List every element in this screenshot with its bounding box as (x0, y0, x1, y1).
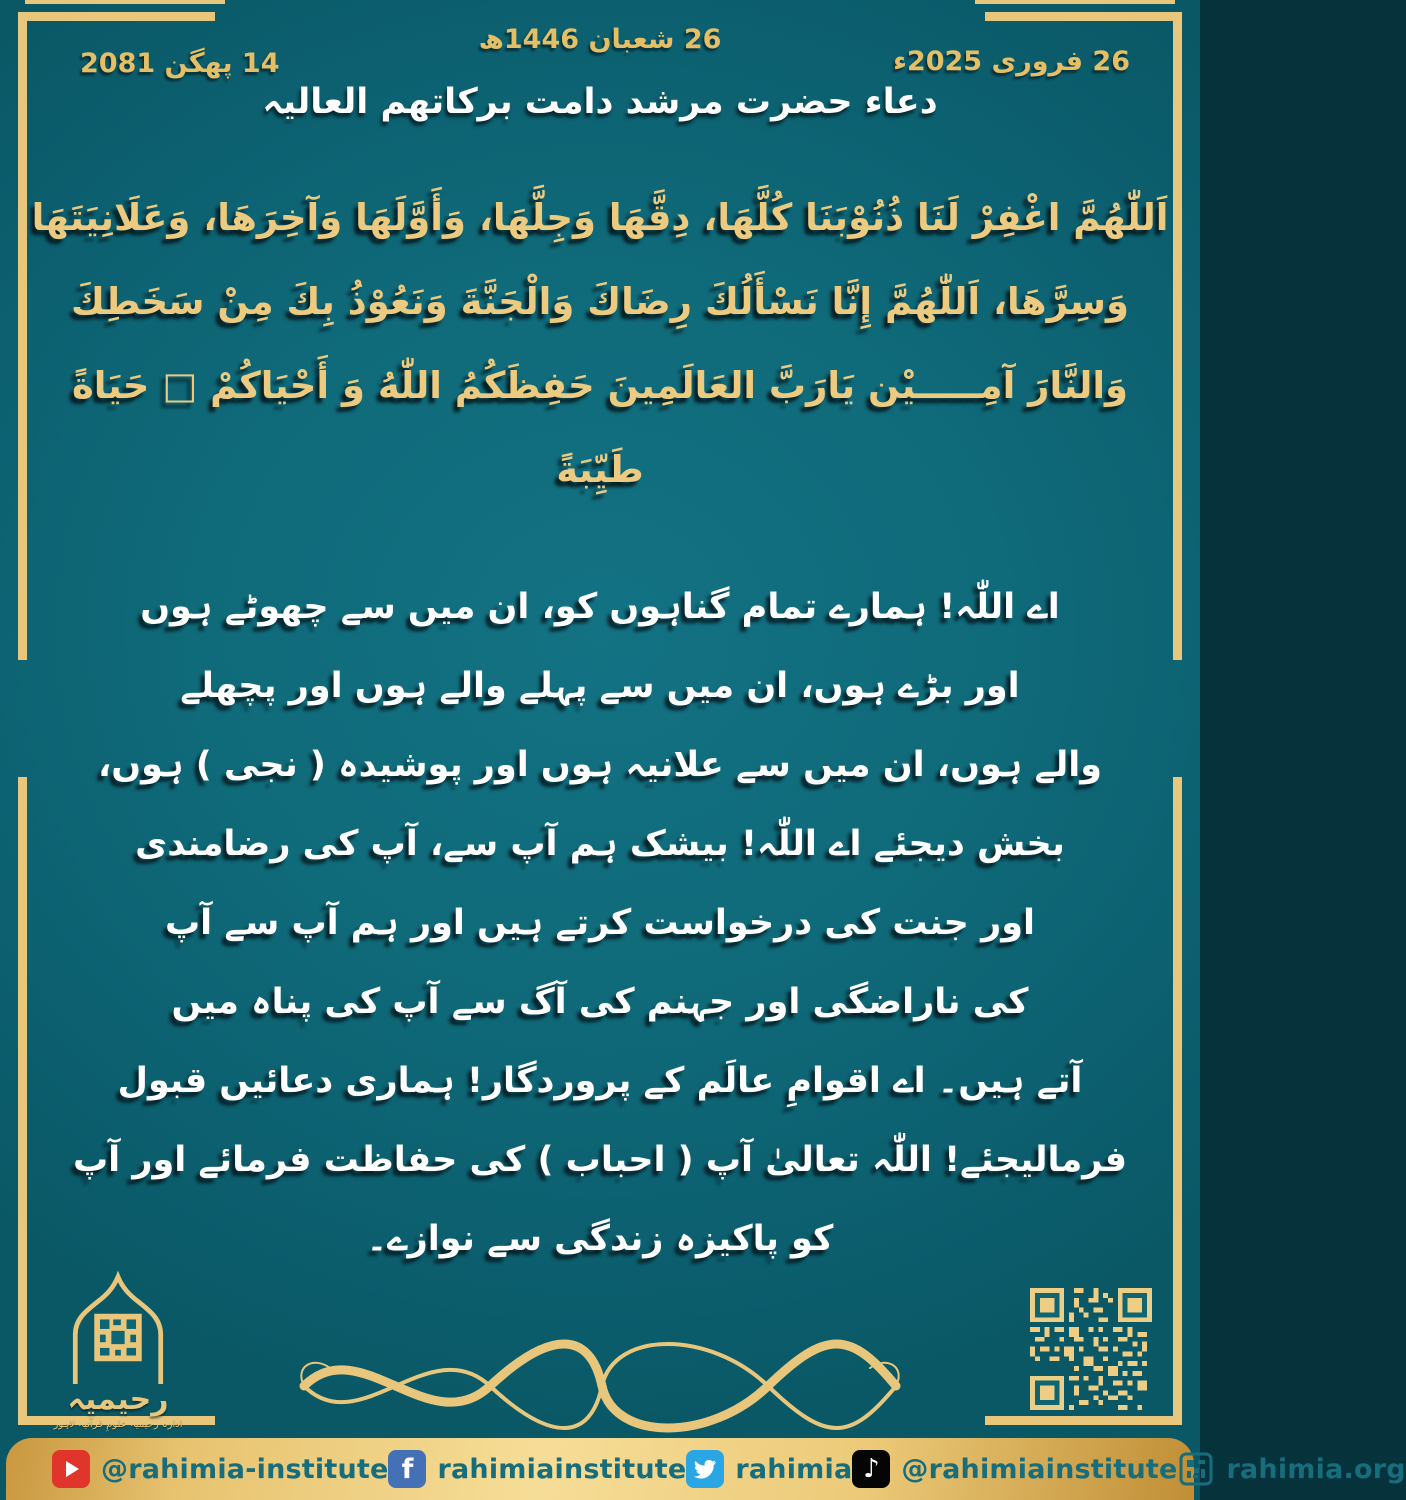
rahimia-logo (38, 1272, 198, 1430)
date-bikrami: 14 پھگن 2081 (80, 48, 280, 79)
arabic-dua (30, 176, 1170, 512)
website-handle: rahimia.org (1226, 1453, 1406, 1485)
frame-top-right-bar (985, 12, 1182, 21)
frame-top-left-bar (18, 12, 215, 21)
date-hijri: 26 شعبان 1446ھ (478, 24, 722, 55)
translation-line: اور بڑے ہوں، ان میں سے پہلے والے ہوں اور پچھلے (180, 666, 1020, 706)
logo-wordmark: رحیمیہ (67, 1382, 169, 1417)
mihrab-arch-icon (43, 1272, 193, 1384)
tiktok-handle: @rahimiainstitute (901, 1453, 1178, 1485)
twitter-handle: rahimia (735, 1453, 853, 1485)
social-tiktok[interactable] (852, 1450, 1177, 1488)
youtube-icon (52, 1450, 90, 1488)
frame-top-right-sliver (975, 0, 1175, 4)
dua-line: وَالنَّارَ آمِـــــيْن يَارَبَّ العَالَمِينَ حَفِظَكُمُ اللّٰهُ وَ أَحْيَاكُمْ □ حَيَاةً (71, 364, 1129, 407)
dua-line: طَيِّبَةً (556, 448, 644, 491)
date-gregorian: 26 فروری 2025ء (893, 46, 1130, 77)
translation-line: فرمالیجئے! اللّٰہ تعالیٰ آپ ( احباب ) کی حفاظت فرمائے اور آپ (72, 1140, 1128, 1180)
twitter-icon (686, 1450, 724, 1488)
translation-line: اور جنت کی درخواست کرتے ہیں اور ہم آپ سے آپ (164, 903, 1035, 943)
frame-left-lower (18, 777, 27, 1425)
frame-right-lower (1173, 777, 1182, 1425)
tiktok-icon: ♪ (852, 1450, 890, 1488)
footer-social-bar (6, 1438, 1406, 1500)
frame-top-left-sliver (25, 0, 225, 4)
dua-line: وَسِرَّهَا، اَللّٰهُمَّ إِنَّا نَسْأَلُكَ رِضَاكَ وَالْجَنَّةَ وَنَعُوْذُ بِكَ مِنْ سَخَطِكَ (70, 280, 1129, 323)
facebook-icon: f (388, 1450, 426, 1488)
youtube-handle: @rahimia-institute (101, 1453, 389, 1485)
dua-line: اَللّٰهُمَّ اغْفِرْ لَنَا ذُنُوْبَنَا كُلَّهَا، دِقَّهَا وَجِلَّهَا، وَأَوَّلَهَا وَآخِرَهَا، وَعَلَانِيَتَهَا (31, 196, 1169, 239)
translation-line: کو پاکیزہ زندگی سے نوازے۔ (366, 1219, 834, 1259)
page-title: دعاء حضرت مرشد دامت برکاتهم العالیہ (262, 82, 938, 122)
translation-line: اے اللّٰہ! ہمارے تمام گناہوں کو، ان میں سے چھوٹے ہوں (140, 587, 1060, 627)
flourish-divider-icon (290, 1338, 910, 1434)
translation-line: کی ناراضگی اور جہنم کی آگ سے آپ کی پناہ میں (171, 982, 1029, 1022)
urdu-translation (40, 568, 1160, 1279)
social-youtube[interactable] (52, 1450, 388, 1488)
social-website[interactable] (1177, 1450, 1405, 1488)
frame-bottom-right-bar (985, 1416, 1182, 1425)
translation-line: آتے ہیں۔ اے اقوامِ عالَم کے پروردگار! ہماری دعائیں قبول (117, 1061, 1083, 1101)
facebook-handle: rahimiainstitute (437, 1453, 687, 1485)
qr-code (1028, 1288, 1154, 1410)
translation-line: بخش دیجئے اے اللّٰہ! بیشک ہم آپ سے، آپ کی رضامندی (135, 824, 1065, 864)
social-facebook[interactable] (388, 1450, 686, 1488)
translation-line: والے ہوں، ان میں سے علانیہ ہوں اور پوشیدہ ( نجی ) ہوں، (97, 745, 1103, 785)
website-qr-icon (1177, 1450, 1215, 1488)
logo-subtitle: ادارہ رحیمیہ علومِ قرآنیہ لاہور (53, 1419, 183, 1430)
social-twitter[interactable] (686, 1450, 852, 1488)
